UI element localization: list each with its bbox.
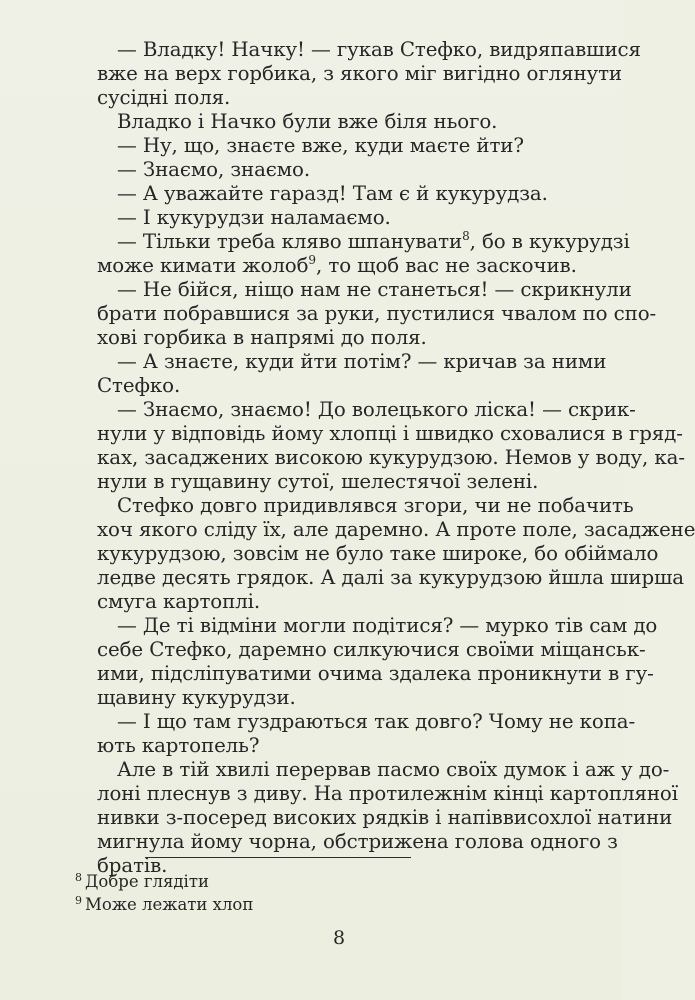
text-line: сусідні поля. bbox=[97, 86, 231, 109]
text-line: — А знаєте, куди йти потім? — кричав за ними bbox=[117, 350, 607, 373]
footnote bbox=[75, 895, 253, 917]
footnote bbox=[75, 872, 209, 894]
text-segment: , то щоб вас не заскочив. bbox=[315, 254, 577, 277]
text-line: ках, засаджених високою кукурудзою. Немов у воду, ка- bbox=[97, 446, 685, 469]
text-line: хоч якого сліду їх, але даремно. А проте поле, засаджене bbox=[97, 518, 695, 541]
text-line: кукурудзою, зовсім не було таке широке, бо обіймало bbox=[97, 542, 659, 565]
text-line: Стефко довго придивлявся згори, чи не побачить bbox=[117, 494, 634, 517]
text-line: нули у відповідь йому хлопці і швидко сховалися в гряд- bbox=[97, 422, 683, 445]
text-line: Стефко. bbox=[97, 374, 181, 397]
text-line: — І що там гуздраються так довго? Чому не копа- bbox=[117, 710, 636, 733]
text-line: — Ну, що, знаєте вже, куди маєте йти? bbox=[117, 134, 524, 157]
text-line: нули в гущавину сутої, шелестячої зелені. bbox=[97, 470, 539, 493]
text-line: Але в тій хвилі перервав пасмо своїх думок і аж у до- bbox=[117, 758, 670, 781]
text-line: — Знаємо, знаємо. bbox=[117, 158, 311, 181]
text-line: себе Стефко, даремно силкуючися своїми міщанськ- bbox=[97, 638, 646, 661]
text-segment: , бо в кукурудзі bbox=[469, 230, 630, 253]
text-line: ють картопель? bbox=[97, 734, 260, 757]
text-line: Владко і Начко були вже біля нього. bbox=[117, 110, 498, 133]
text-line: — Владку! Начку! — гукав Стефко, видряпавшися bbox=[117, 38, 641, 61]
text-segment: — Тільки треба кляво шпанувати bbox=[117, 230, 463, 253]
text-line bbox=[97, 254, 577, 280]
footnote-mark: 9 bbox=[75, 894, 82, 907]
text-line: нивки з-посеред високих рядків і напіввисохлої натини bbox=[97, 806, 673, 829]
text-line: лоні плеснув з диву. На протилежнім кінці картопляної bbox=[97, 782, 678, 805]
footnote-text: Добре глядіти bbox=[85, 872, 209, 891]
text-line: щавину кукурудзи. bbox=[97, 686, 296, 709]
page-number: 8 bbox=[333, 927, 346, 949]
footnote-ref: 8 bbox=[462, 229, 470, 243]
text-line: — Не бійся, ніщо нам не станеться! — скрикнули bbox=[117, 278, 632, 301]
text-line: брати побравшися за руки, пустилися чвалом по спо- bbox=[97, 302, 657, 325]
footnote-ref: 9 bbox=[308, 253, 316, 267]
text-line: ими, підсліпуватими очима здалека проникнути в гу- bbox=[97, 662, 654, 685]
text-line: вже на верх горбика, з якого міг вигідно оглянути bbox=[97, 62, 623, 85]
text-line: — І кукурудзи наламаємо. bbox=[117, 206, 391, 229]
text-line: — Де ті відміни могли подітися? — мурко тів сам до bbox=[117, 614, 658, 637]
text-line: — А уважайте гаразд! Там є й кукурудза. bbox=[117, 182, 548, 205]
text-line: хові горбика в напрямі до поля. bbox=[97, 326, 427, 349]
footnote-mark: 8 bbox=[75, 871, 82, 884]
text-line: — Знаємо, знаємо! До волецького ліска! — скрик- bbox=[117, 398, 636, 421]
text-line bbox=[117, 230, 630, 256]
text-segment: може кимати жолоб bbox=[97, 254, 309, 277]
text-line: братів. bbox=[97, 854, 168, 877]
text-line: мигнула йому чорна, обстрижена голова одного з bbox=[97, 830, 618, 853]
footnote-divider bbox=[145, 857, 411, 858]
text-line: ледве десять грядок. А далі за кукурудзою йшла ширша bbox=[97, 566, 684, 589]
footnote-text: Може лежати хлоп bbox=[85, 895, 254, 914]
text-line: смуга картоплі. bbox=[97, 590, 261, 613]
